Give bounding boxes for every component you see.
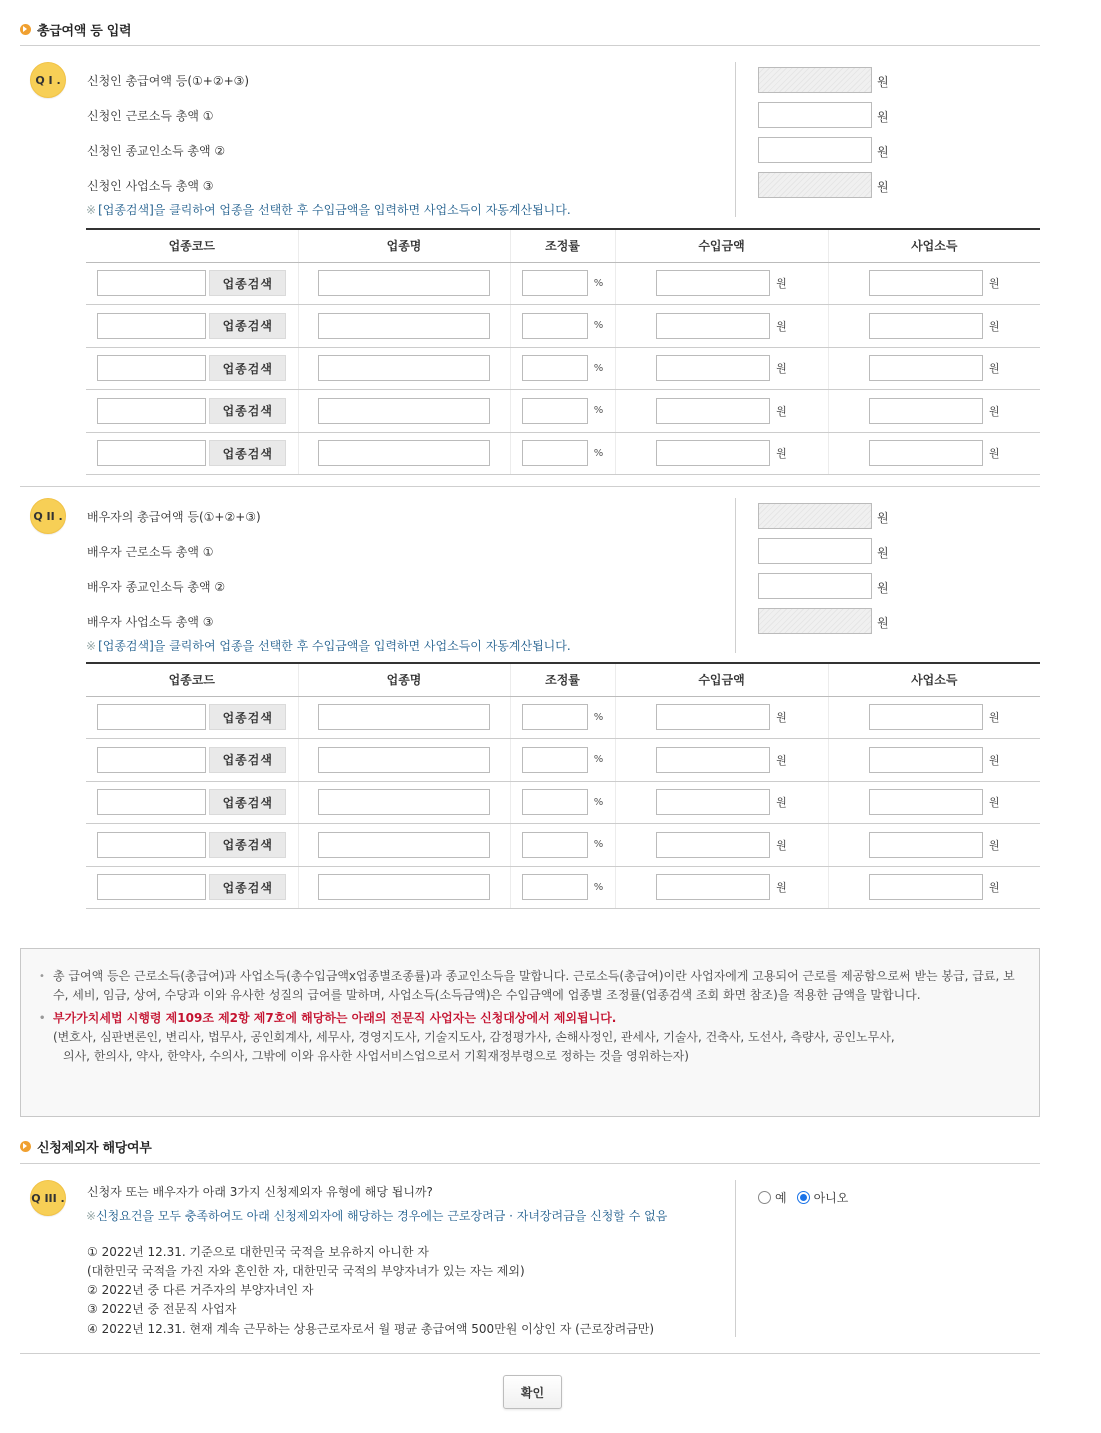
- adjust-rate-field[interactable]: [522, 874, 588, 900]
- revenue-field[interactable]: [656, 355, 770, 381]
- industry-search-button[interactable]: 업종검색: [209, 398, 286, 424]
- industry-name-field[interactable]: [318, 270, 490, 296]
- business-income-cell: [828, 262, 1040, 305]
- won-unit: 원: [877, 75, 889, 89]
- percent-unit: %: [593, 881, 604, 893]
- table-row: [86, 739, 1040, 782]
- vertical-divider: [735, 62, 736, 217]
- won-unit: 원: [776, 838, 787, 852]
- header-revenue: 수입금액: [615, 663, 828, 696]
- applicant-earned-label: 신청인 근로소득 총액 ①: [87, 109, 214, 123]
- business-income-cell: [828, 739, 1040, 782]
- revenue-field[interactable]: [656, 704, 770, 730]
- spouse-total-field[interactable]: [758, 503, 872, 529]
- adjust-rate-field[interactable]: [522, 440, 588, 466]
- industry-name-cell: [298, 696, 510, 739]
- won-unit: 원: [877, 180, 889, 194]
- applicant-religious-field[interactable]: [758, 137, 872, 163]
- industry-code-cell: [86, 390, 298, 433]
- industry-code-field[interactable]: [97, 355, 206, 381]
- adjust-rate-cell: [510, 739, 615, 782]
- percent-unit: %: [593, 711, 604, 723]
- revenue-field[interactable]: [656, 874, 770, 900]
- percent-unit: %: [593, 362, 604, 374]
- won-unit: 원: [988, 838, 1000, 852]
- business-income-cell: [828, 866, 1040, 909]
- industry-code-field[interactable]: [97, 440, 206, 466]
- won-unit: 원: [776, 447, 787, 461]
- spouse-earned-field[interactable]: [758, 538, 872, 564]
- adjust-rate-field[interactable]: [522, 704, 588, 730]
- industry-name-cell: [298, 305, 510, 348]
- exclusion-radio-group: [758, 1189, 858, 1206]
- won-unit: 원: [776, 404, 787, 418]
- header-industry-name: 업종명: [298, 229, 510, 262]
- table-body: [86, 262, 1040, 475]
- industry-code-field[interactable]: [97, 398, 206, 424]
- exclusion-item: (대한민국 국적을 가진 자와 혼인한 자, 대한민국 국적의 부양자녀가 있는 자는 제외): [87, 1264, 525, 1278]
- radio-no-label[interactable]: 아니오: [813, 1191, 849, 1205]
- question-badge-q2: Q II .: [30, 498, 66, 534]
- table-row: [86, 390, 1040, 433]
- industry-name-cell: [298, 347, 510, 390]
- exclusion-item: ③ 2022년 중 전문직 사업자: [87, 1302, 237, 1316]
- percent-unit: %: [593, 754, 604, 766]
- reference-mark-icon: ※: [86, 1209, 97, 1223]
- reference-mark-icon: ※: [86, 203, 97, 217]
- spouse-earned-label: 배우자 근로소득 총액 ①: [87, 545, 214, 559]
- industry-search-button[interactable]: 업종검색: [209, 832, 286, 858]
- adjust-rate-field[interactable]: [522, 398, 588, 424]
- business-income-field[interactable]: [869, 313, 983, 339]
- adjust-rate-cell: [510, 390, 615, 433]
- revenue-cell: [615, 390, 828, 433]
- industry-name-field[interactable]: [318, 789, 490, 815]
- industry-search-button[interactable]: 업종검색: [209, 789, 286, 815]
- industry-name-field[interactable]: [318, 440, 490, 466]
- business-income-cell: [828, 432, 1040, 475]
- business-income-field[interactable]: [869, 832, 983, 858]
- section-title-text: 신청제외자 해당여부: [37, 1140, 152, 1156]
- spouse-business-table: [86, 662, 1040, 909]
- industry-name-cell: [298, 739, 510, 782]
- won-unit: 원: [988, 319, 1000, 333]
- section-title-exclusion: [20, 1136, 152, 1156]
- table-row: [86, 781, 1040, 824]
- bullet-icon: •: [39, 1013, 46, 1024]
- table-row: [86, 347, 1040, 390]
- won-unit: 원: [877, 581, 889, 595]
- industry-name-field[interactable]: [318, 355, 490, 381]
- industry-name-field[interactable]: [318, 704, 490, 730]
- percent-unit: %: [593, 447, 604, 459]
- won-unit: 원: [776, 319, 787, 333]
- revenue-field[interactable]: [656, 398, 770, 424]
- exclusion-question: 신청자 또는 배우자가 아래 3가지 신청제외자 유형에 해당 됩니까?: [87, 1185, 433, 1199]
- question-badge-q1: Q I .: [30, 62, 66, 98]
- percent-unit: %: [593, 796, 604, 808]
- business-income-field[interactable]: [869, 398, 983, 424]
- industry-name-field[interactable]: [318, 874, 490, 900]
- industry-name-field[interactable]: [318, 313, 490, 339]
- revenue-cell: [615, 824, 828, 867]
- revenue-cell: [615, 866, 828, 909]
- adjust-rate-field[interactable]: [522, 789, 588, 815]
- won-unit: 원: [877, 110, 889, 124]
- adjust-rate-field[interactable]: [522, 832, 588, 858]
- business-income-field[interactable]: [869, 355, 983, 381]
- header-industry-name: 업종명: [298, 663, 510, 696]
- table-body: [86, 696, 1040, 909]
- won-unit: 원: [988, 711, 1000, 725]
- info-paragraph-income-definition: [39, 967, 1015, 1005]
- divider: [20, 1163, 1040, 1164]
- percent-unit: %: [593, 320, 604, 332]
- header-adjust-rate: 조정률: [510, 663, 615, 696]
- header-adjust-rate: 조정률: [510, 229, 615, 262]
- adjust-rate-cell: [510, 262, 615, 305]
- applicant-total-field[interactable]: [758, 67, 872, 93]
- info-text: 총 급여액 등은 근로소득(총급여)과 사업소득(총수입금액x업종별조종률)과 종교인소득을 말합니다. 근로소득(총급여)이란 사업자에게 고용되어 근로를 제공함으로써 받는 봉급, 급료, 보수, 세비, 임금, 상여, 수당과 이와 유사한 성질의 급여를 말하며, 사업소득(소득금액)은 수입금액에 업종별 조정률(업종검색 조회 화면 참조)을 적용한 금액을 말합니다.: [53, 969, 1015, 1002]
- applicant-business-table: [86, 228, 1040, 475]
- percent-unit: %: [593, 405, 604, 417]
- applicant-business-field[interactable]: [758, 172, 872, 198]
- industry-name-field[interactable]: [318, 398, 490, 424]
- revenue-field[interactable]: [656, 313, 770, 339]
- divider: [20, 45, 1040, 46]
- industry-code-cell: [86, 347, 298, 390]
- table-row: [86, 824, 1040, 867]
- industry-code-field[interactable]: [97, 704, 206, 730]
- business-income-cell: [828, 390, 1040, 433]
- note-text: [업종검색]을 클릭하여 업종을 선택한 후 수입금액을 입력하면 사업소득이 자동계산됩니다.: [98, 639, 571, 653]
- adjust-rate-field[interactable]: [522, 313, 588, 339]
- revenue-field[interactable]: [656, 270, 770, 296]
- industry-search-button[interactable]: 업종검색: [209, 355, 286, 381]
- percent-unit: %: [593, 839, 604, 851]
- question-badge-q3: Q III .: [30, 1180, 66, 1216]
- industry-code-cell: [86, 824, 298, 867]
- industry-name-cell: [298, 262, 510, 305]
- business-income-field[interactable]: [869, 747, 983, 773]
- won-unit: 원: [776, 277, 787, 291]
- info-paragraph-profession-list: (변호사, 심판변론인, 변리사, 법무사, 공인회계사, 세무사, 경영지도사, 기술지도사, 감정평가사, 손해사정인, 관세사, 기술사, 건축사, 도선사, 측량사, 공인노무사,: [53, 1030, 895, 1044]
- applicant-business-note: [86, 201, 571, 218]
- industry-code-field[interactable]: [97, 313, 206, 339]
- industry-search-button[interactable]: 업종검색: [209, 270, 286, 296]
- industry-code-field[interactable]: [97, 832, 206, 858]
- section-title-income-input: [20, 19, 131, 39]
- won-unit: 원: [988, 362, 1000, 376]
- industry-code-cell: [86, 739, 298, 782]
- won-unit: 원: [877, 145, 889, 159]
- industry-code-cell: [86, 781, 298, 824]
- section-bullet-icon: [20, 24, 31, 35]
- won-unit: 원: [988, 796, 1000, 810]
- industry-search-button[interactable]: 업종검색: [209, 747, 286, 773]
- exclusion-note: [86, 1210, 736, 1223]
- industry-code-cell: [86, 305, 298, 348]
- revenue-field[interactable]: [656, 832, 770, 858]
- industry-name-cell: [298, 432, 510, 475]
- revenue-field[interactable]: [656, 747, 770, 773]
- percent-unit: %: [593, 277, 604, 289]
- business-income-cell: [828, 347, 1040, 390]
- won-unit: 원: [877, 546, 889, 560]
- spouse-business-label: 배우자 사업소득 총액 ③: [87, 615, 214, 629]
- table-row: [86, 262, 1040, 305]
- revenue-cell: [615, 432, 828, 475]
- exclusion-item: ② 2022년 중 다른 거주자의 부양자녀인 자: [87, 1283, 314, 1297]
- industry-search-button[interactable]: 업종검색: [209, 874, 286, 900]
- info-paragraph-exclusion-warning: [39, 1009, 1015, 1028]
- note-text: [업종검색]을 클릭하여 업종을 선택한 후 수입금액을 입력하면 사업소득이 자동계산됩니다.: [98, 203, 571, 217]
- header-industry-code: 업종코드: [86, 663, 298, 696]
- table-row: [86, 866, 1040, 909]
- won-unit: 원: [988, 404, 1000, 418]
- business-income-cell: [828, 696, 1040, 739]
- divider: [20, 1353, 1040, 1354]
- adjust-rate-field[interactable]: [522, 355, 588, 381]
- table-row: [86, 696, 1040, 739]
- vertical-divider: [735, 498, 736, 653]
- adjust-rate-cell: [510, 347, 615, 390]
- adjust-rate-field[interactable]: [522, 747, 588, 773]
- exclusion-item: ① 2022년 12.31. 기준으로 대한민국 국적을 보유하지 아니한 자: [87, 1245, 429, 1259]
- revenue-field[interactable]: [656, 789, 770, 815]
- industry-search-button[interactable]: 업종검색: [209, 440, 286, 466]
- applicant-earned-field[interactable]: [758, 102, 872, 128]
- industry-code-field[interactable]: [97, 270, 206, 296]
- business-income-field[interactable]: [869, 704, 983, 730]
- won-unit: 원: [776, 711, 787, 725]
- industry-name-cell: [298, 824, 510, 867]
- adjust-rate-cell: [510, 781, 615, 824]
- reference-mark-icon: ※: [86, 639, 97, 653]
- industry-code-field[interactable]: [97, 747, 206, 773]
- business-income-field[interactable]: [869, 270, 983, 296]
- revenue-field[interactable]: [656, 440, 770, 466]
- table-row: [86, 305, 1040, 348]
- divider: [20, 486, 1040, 487]
- radio-yes[interactable]: [758, 1191, 771, 1204]
- won-unit: 원: [776, 362, 787, 376]
- industry-code-cell: [86, 696, 298, 739]
- revenue-cell: [615, 262, 828, 305]
- spouse-business-field[interactable]: [758, 608, 872, 634]
- business-income-field[interactable]: [869, 440, 983, 466]
- vertical-divider: [735, 1180, 736, 1337]
- won-unit: 원: [776, 753, 787, 767]
- adjust-rate-cell: [510, 696, 615, 739]
- business-income-cell: [828, 305, 1040, 348]
- revenue-cell: [615, 781, 828, 824]
- industry-name-cell: [298, 866, 510, 909]
- confirm-button[interactable]: 확인: [503, 1375, 562, 1409]
- business-income-field[interactable]: [869, 874, 983, 900]
- radio-yes-label[interactable]: 예: [775, 1191, 787, 1205]
- won-unit: 원: [988, 753, 1000, 767]
- table-row: [86, 432, 1040, 475]
- adjust-rate-cell: [510, 432, 615, 475]
- industry-code-cell: [86, 262, 298, 305]
- applicant-total-label: 신청인 총급여액 등(①+②+③): [87, 74, 250, 88]
- industry-code-field[interactable]: [97, 874, 206, 900]
- note-text: 신청요건을 모두 충족하여도 아래 신청제외자에 해당하는 경우에는 근로장려금 · 자녀장려금을 신청할 수 없음: [96, 1209, 668, 1223]
- industry-name-cell: [298, 781, 510, 824]
- industry-name-field[interactable]: [318, 832, 490, 858]
- bullet-icon: •: [39, 971, 45, 982]
- business-income-field[interactable]: [869, 789, 983, 815]
- won-unit: 원: [988, 277, 1000, 291]
- warning-text: 부가가치세법 시행령 제109조 제2항 제7호에 해당하는 아래의 전문직 사업자는 신청대상에서 제외됩니다.: [53, 1011, 617, 1025]
- adjust-rate-field[interactable]: [522, 270, 588, 296]
- revenue-cell: [615, 347, 828, 390]
- exclusion-item: ④ 2022년 12.31. 현재 계속 근무하는 상용근로자로서 월 평균 총급여액 500만원 이상인 자 (근로장려금만): [87, 1322, 655, 1336]
- spouse-total-label: 배우자의 총급여액 등(①+②+③): [87, 510, 261, 524]
- section-title-text: 총급여액 등 입력: [37, 23, 132, 39]
- info-paragraph-profession-list-cont: 의사, 한의사, 약사, 한약사, 수의사, 그밖에 이와 유사한 사업서비스업으로서 기획재정부령으로 정하는 것을 영위하는자): [63, 1049, 689, 1063]
- industry-code-cell: [86, 432, 298, 475]
- revenue-cell: [615, 696, 828, 739]
- section-bullet-icon: [20, 1141, 31, 1152]
- adjust-rate-cell: [510, 305, 615, 348]
- industry-code-cell: [86, 866, 298, 909]
- won-unit: 원: [776, 796, 787, 810]
- spouse-business-note: [86, 637, 571, 654]
- spouse-religious-label: 배우자 종교인소득 총액 ②: [87, 580, 226, 594]
- spouse-religious-field[interactable]: [758, 573, 872, 599]
- revenue-cell: [615, 305, 828, 348]
- industry-name-cell: [298, 390, 510, 433]
- header-industry-code: 업종코드: [86, 229, 298, 262]
- adjust-rate-cell: [510, 866, 615, 909]
- applicant-business-label: 신청인 사업소득 총액 ③: [87, 179, 214, 193]
- industry-search-button[interactable]: 업종검색: [209, 313, 286, 339]
- won-unit: 원: [877, 511, 889, 525]
- won-unit: 원: [877, 616, 889, 630]
- industry-code-field[interactable]: [97, 789, 206, 815]
- business-income-cell: [828, 824, 1040, 867]
- won-unit: 원: [776, 881, 787, 895]
- header-business-income: 사업소득: [828, 663, 1040, 696]
- header-business-income: 사업소득: [828, 229, 1040, 262]
- industry-search-button[interactable]: 업종검색: [209, 704, 286, 730]
- radio-no[interactable]: [797, 1191, 810, 1204]
- industry-name-field[interactable]: [318, 747, 490, 773]
- won-unit: 원: [988, 881, 1000, 895]
- won-unit: 원: [988, 447, 1000, 461]
- adjust-rate-cell: [510, 824, 615, 867]
- header-revenue: 수입금액: [615, 229, 828, 262]
- business-income-cell: [828, 781, 1040, 824]
- revenue-cell: [615, 739, 828, 782]
- applicant-religious-label: 신청인 종교인소득 총액 ②: [87, 144, 226, 158]
- info-box: [20, 948, 1040, 1117]
